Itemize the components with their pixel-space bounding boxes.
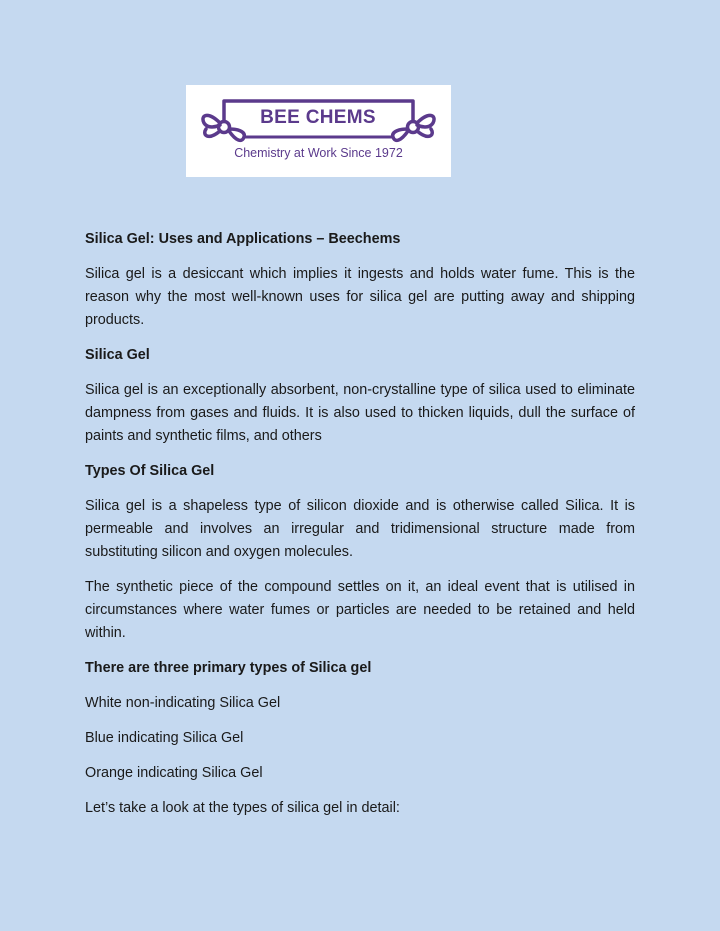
list-item: Orange indicating Silica Gel	[85, 765, 263, 781]
bee-propeller-frame-icon	[186, 85, 451, 177]
document-body	[85, 228, 635, 832]
document-title: Silica Gel: Uses and Applications – Beechems	[85, 231, 401, 247]
silica-gel-paragraph: Silica gel is an exceptionally absorbent, non-crystalline type of silica used to eliminate dampness from gases and fluids. It is also used to thicken liquids, dull the surface of paints and synthetic films, and others	[85, 382, 635, 444]
section-heading-types: Types Of Silica Gel	[85, 463, 215, 479]
types-paragraph-1: Silica gel is a shapeless type of silicon dioxide and is otherwise called Silica. It is permeable and involves an irregular and tridimensional structure made from substituting silicon and oxygen molecules.	[85, 498, 635, 560]
list-item: Blue indicating Silica Gel	[85, 730, 244, 746]
logo-name: BEE CHEMS	[260, 107, 376, 128]
company-logo	[186, 85, 451, 177]
types-paragraph-2: The synthetic piece of the compound settles on it, an ideal event that is utilised in circumstances where water fumes or particles are needed to be retained and held within.	[85, 579, 635, 641]
closing-paragraph: Let’s take a look at the types of silica gel in detail:	[85, 800, 400, 816]
logo-tagline: Chemistry at Work Since 1972	[234, 146, 403, 160]
list-item: White non-indicating Silica Gel	[85, 695, 281, 711]
section-heading-silica-gel: Silica Gel	[85, 347, 150, 363]
intro-paragraph: Silica gel is a desiccant which implies it ingests and holds water fume. This is the reason why the most well-known uses for silica gel are putting away and shipping products.	[85, 266, 635, 328]
types-list-heading: There are three primary types of Silica gel	[85, 660, 372, 676]
